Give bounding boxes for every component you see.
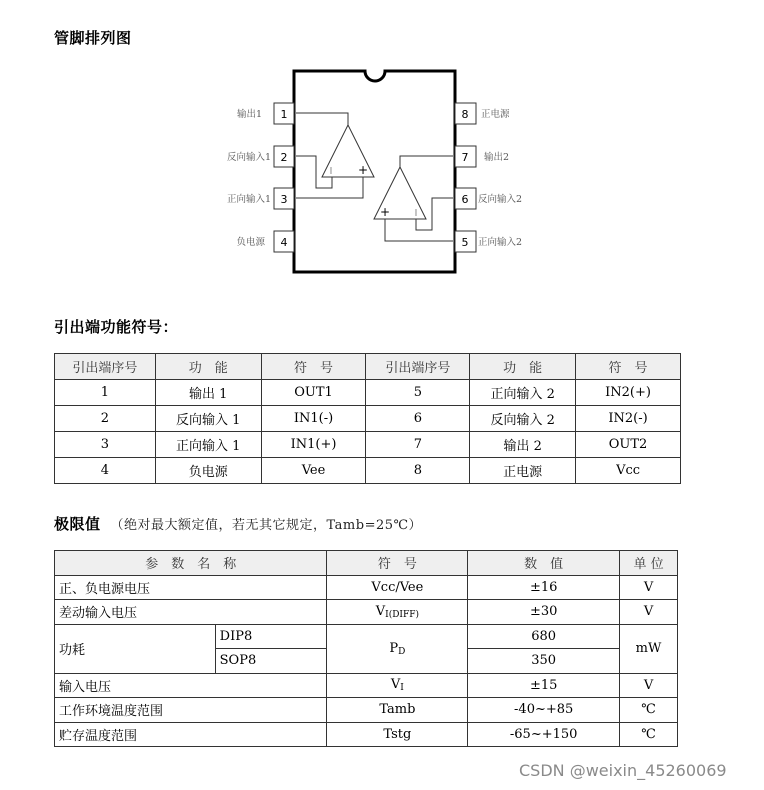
header-symbol: 符 号 [327, 551, 468, 576]
opamp-2-minus: I [414, 208, 418, 219]
cell: IN2(+) [576, 380, 681, 406]
table-row [55, 698, 678, 723]
cell: OUT1 [261, 380, 366, 406]
unit-cell: V [620, 673, 678, 698]
watermark: CSDN @weixin_45260069 [519, 761, 727, 780]
cell: 4 [55, 458, 156, 484]
cell: 输出 1 [155, 380, 261, 406]
cell: 5 [366, 380, 470, 406]
cell: 2 [55, 406, 156, 432]
pin-1-label: 输出1 [236, 109, 262, 120]
pin-6-label: 反向输入2 [478, 194, 523, 205]
pin-3-label: 正向输入1 [226, 194, 271, 205]
header-function: 功 能 [155, 354, 261, 380]
cell: 3 [55, 432, 156, 458]
opamp-2-plus: + [379, 205, 391, 219]
param-cell: 输入电压 [55, 673, 327, 698]
header-symbol: 符 号 [261, 354, 366, 380]
unit-cell: ℃ [620, 722, 678, 747]
value-cell: 350 [468, 649, 620, 674]
table-row [55, 380, 681, 406]
value-cell: ±30 [468, 600, 620, 625]
cell: IN1(-) [261, 406, 366, 432]
pin-8-label: 正电源 [481, 109, 510, 120]
header-symbol: 符 号 [576, 354, 681, 380]
pin-6-number: 6 [461, 193, 469, 206]
header-unit: 单 位 [620, 551, 678, 576]
header-function: 功 能 [470, 354, 576, 380]
table-row [55, 575, 678, 600]
limits-title-text: 极限值 [54, 515, 101, 533]
symbol-cell: Vcc/Vee [327, 575, 468, 600]
cell: 反向输入 2 [470, 406, 576, 432]
value-cell: -40~+85 [468, 698, 620, 723]
opamp-1-minus: I [329, 166, 333, 177]
pin-7-number: 7 [461, 151, 469, 164]
table-row [55, 600, 678, 625]
cell: IN1(+) [261, 432, 366, 458]
value-cell: -65~+150 [468, 722, 620, 747]
table-row [55, 458, 681, 484]
table-row [55, 624, 678, 649]
pin-7-label: 输出2 [484, 152, 510, 163]
cell: 正电源 [470, 458, 576, 484]
cell: 6 [366, 406, 470, 432]
package-cell: DIP8 [215, 624, 327, 649]
pin-2-number: 2 [280, 151, 288, 164]
header-value: 数 值 [468, 551, 620, 576]
pin-8-number: 8 [461, 108, 469, 121]
pin-2-label: 反向输入1 [226, 152, 271, 163]
param-cell: 贮存温度范围 [55, 722, 327, 747]
param-cell: 差动输入电压 [55, 600, 327, 625]
cell: 输出 2 [470, 432, 576, 458]
header-pin-no: 引出端序号 [366, 354, 470, 380]
chip-body [294, 71, 455, 272]
unit-cell: V [620, 600, 678, 625]
pin-function-title: 引出端功能符号： [54, 318, 179, 336]
symbol-cell [327, 600, 468, 625]
symbol-subscript: I [400, 683, 404, 694]
cell: 8 [366, 458, 470, 484]
cell: 1 [55, 380, 156, 406]
unit-cell: mW [620, 624, 678, 673]
symbol-cell: Tamb [327, 698, 468, 723]
opamp-1-plus: + [357, 163, 369, 177]
symbol-main: P [389, 640, 399, 656]
cell: 负电源 [155, 458, 261, 484]
symbol-subscript: D [398, 646, 406, 657]
cell: OUT2 [576, 432, 681, 458]
opamp-1 [296, 113, 374, 198]
header-param: 参 数 名 称 [55, 551, 327, 576]
opamp-2 [374, 156, 453, 241]
param-cell: 工作环境温度范围 [55, 698, 327, 723]
table-row [55, 406, 681, 432]
absolute-limits-table [54, 550, 678, 747]
pin-function-table [54, 353, 681, 484]
cell: 正向输入 1 [155, 432, 261, 458]
pin-5-number: 5 [461, 236, 469, 249]
pin-5-label: 正向输入2 [478, 237, 523, 248]
unit-cell: V [620, 575, 678, 600]
pinout-title: 管脚排列图 [54, 29, 132, 47]
param-cell: 正、负电源电压 [55, 575, 327, 600]
pin-1-number: 1 [280, 108, 288, 121]
cell: 反向输入 1 [155, 406, 261, 432]
left-pins [274, 103, 294, 252]
cell: IN2(-) [576, 406, 681, 432]
header-pin-no: 引出端序号 [55, 354, 156, 380]
table-header-row [55, 551, 678, 576]
value-cell: ±15 [468, 673, 620, 698]
cell: 正向输入 2 [470, 380, 576, 406]
value-cell: 680 [468, 624, 620, 649]
symbol-subscript: I(DIFF) [385, 609, 419, 620]
symbol-cell [327, 624, 468, 673]
param-cell: 功耗 [55, 624, 216, 673]
value-cell: ±16 [468, 575, 620, 600]
pin-4-label: 负电源 [236, 237, 265, 248]
table-header-row [55, 354, 681, 380]
unit-cell: ℃ [620, 698, 678, 723]
symbol-cell: Tstg [327, 722, 468, 747]
symbol-main: V [375, 603, 386, 619]
table-row [55, 432, 681, 458]
symbol-cell [327, 673, 468, 698]
cell: 7 [366, 432, 470, 458]
table-row [55, 673, 678, 698]
pin-4-number: 4 [280, 236, 288, 249]
limits-note: （绝对最大额定值，若无其它规定，Tamb=25℃） [110, 518, 423, 533]
pin-3-number: 3 [280, 193, 288, 206]
symbol-main: V [390, 677, 401, 693]
table-row [55, 722, 678, 747]
cell: Vcc [576, 458, 681, 484]
package-cell: SOP8 [215, 649, 327, 674]
cell: Vee [261, 458, 366, 484]
right-pins [455, 103, 476, 252]
limits-title [54, 513, 422, 534]
pinout-diagram [0, 0, 764, 290]
